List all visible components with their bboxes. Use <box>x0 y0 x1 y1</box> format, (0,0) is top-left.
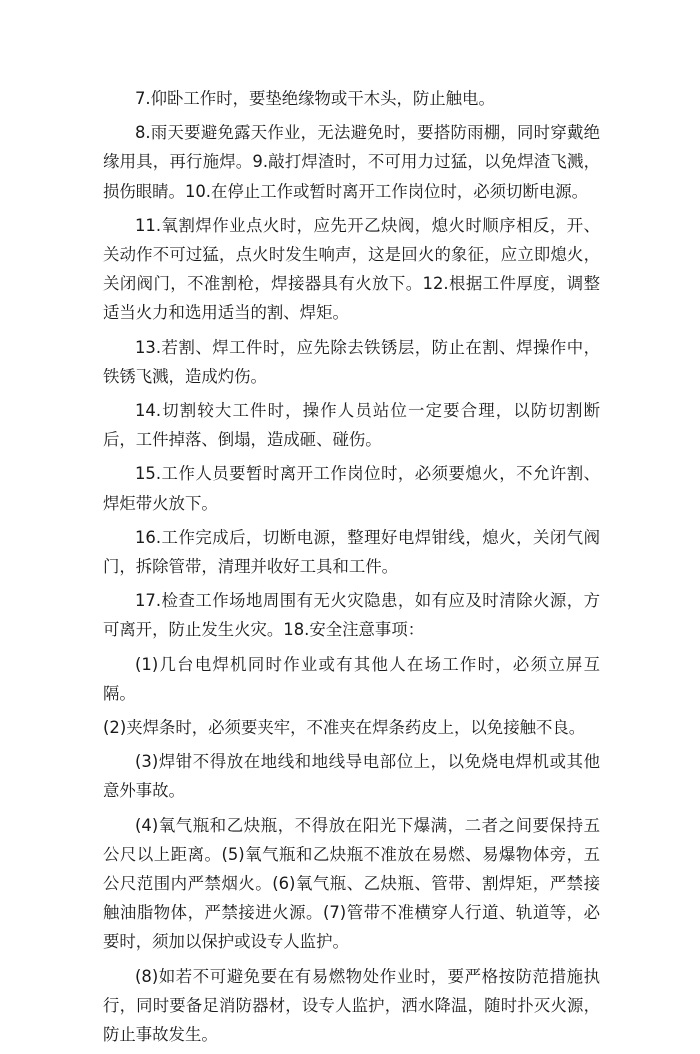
paragraph-13: 13.若割、焊工件时，应先除去铁锈层，防止在割、焊操作中，铁锈飞溅，造成灼伤。 <box>103 337 600 386</box>
document-body <box>103 84 600 1054</box>
safety-item-3: (3)焊钳不得放在地线和地线导电部位上，以免烧电焊机或其他意外事故。 <box>103 752 600 801</box>
paragraph-7: 7.仰卧工作时，要垫绝缘物或干木头，防止触电。 <box>135 89 495 108</box>
paragraph-15: 15.工作人员要暂时离开工作岗位时，必须要熄火，不允许割、焊炬带火放下。 <box>103 464 600 513</box>
safety-item-2: (2)夹焊条时，必须要夹牢，不准夹在焊条药皮上，以免接触不良。 <box>103 718 586 738</box>
paragraph-11-12: 11.氧割焊作业点火时，应先开乙炔阀，熄火时顺序相反，开、关动作不可过猛，点火时发生响声，这是回火的象征，应立即熄火，关闭阀门，不准割枪，焊接器具有火放下。12.根据工件厚度，调整适当火力和选用适当的割、焊矩。 <box>103 215 600 323</box>
safety-items-4-7: (4)氧气瓶和乙炔瓶，不得放在阳光下爆满，二者之间要保持五公尺以上距离。(5)氧气瓶和乙炔瓶不准放在易燃、易爆物体旁，五公尺范围内严禁烟火。(6)氧气瓶、乙炔瓶、管带、割焊矩，严禁接触油脂物体，严禁接进火源。(7)管带不准横穿人行道、轨道等，必要时，须加以保护或设专人监护。 <box>103 815 600 952</box>
safety-item-8: (8)如若不可避免要在有易燃物处作业时，要严格按防范措施执行，同时要备足消防器材，设专人监护，洒水降温，随时扑灭火源，防止事故发生。 <box>103 966 600 1045</box>
paragraph-8-10: 8.雨天要避免露天作业，无法避免时，要搭防雨棚，同时穿戴绝缘用具，再行施焊。9.敲打焊渣时，不可用力过猛，以免焊渣飞溅，损伤眼睛。10.在停止工作或暂时离开工作岗位时，必须切断电源。 <box>103 123 600 201</box>
paragraph-16: 16.工作完成后，切断电源，整理好电焊钳线，熄火，关闭气阀门，拆除管带，清理并收好工具和工件。 <box>103 527 600 577</box>
paragraph-14: 14.切割较大工件时，操作人员站位一定要合理，以防切割断后，工件掉落、倒塌，造成砸、碰伤。 <box>103 401 600 450</box>
paragraph-17-18: 17.检查工作场地周围有无火灾隐患，如有应及时清除火源，方可离开，防止发生火灾。18.安全注意事项： <box>103 591 600 640</box>
safety-item-1: (1)几台电焊机同时作业或有其他人在场工作时，必须立屏互隔。 <box>103 654 600 703</box>
